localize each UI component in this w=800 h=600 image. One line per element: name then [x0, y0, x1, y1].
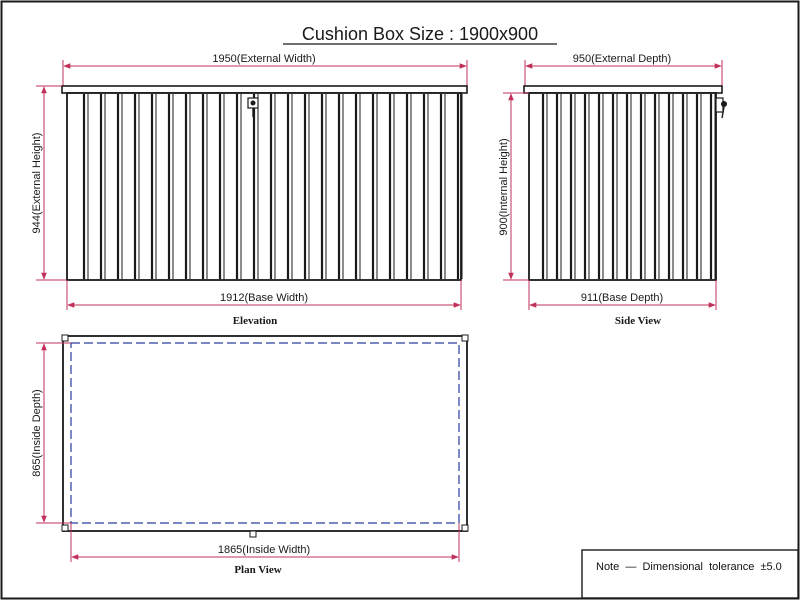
- elevation-view: [31, 53, 467, 327]
- elevation-lid: [62, 86, 467, 93]
- side-view: [498, 53, 727, 327]
- tolerance-note-box: [582, 550, 798, 598]
- elevation-body: [67, 93, 461, 280]
- drawing-title: Cushion Box Size : 1900x900: [301, 24, 539, 44]
- external-width-label: 1950(External Width): [212, 53, 316, 65]
- tolerance-note: Note — Dimensional tolerance ±5.0: [596, 561, 782, 573]
- external-height-label: 944(External Height): [31, 132, 43, 234]
- corner-post-tl: [62, 335, 68, 341]
- corner-post-br: [462, 525, 468, 531]
- inside-depth-label: 865(Inside Depth): [31, 389, 43, 477]
- internal-height-label: 900(Internal Height): [498, 138, 510, 236]
- plan-outline: [63, 336, 467, 531]
- hinge-icon: [716, 98, 727, 118]
- corner-post-bl: [62, 525, 68, 531]
- corner-post-tr: [462, 335, 468, 341]
- inside-width-label: 1865(Inside Width): [217, 544, 311, 556]
- plan-view: [31, 335, 468, 576]
- external-depth-label: 950(External Depth): [572, 53, 672, 65]
- plan-view-caption: Plan View: [234, 564, 282, 576]
- base-depth-label: 911(Base Depth): [580, 292, 664, 304]
- base-width-label: 1912(Base Width): [219, 292, 309, 304]
- plan-lock-marker: [250, 531, 256, 537]
- elevation-caption: Elevation: [232, 315, 278, 327]
- side-view-caption: Side View: [614, 315, 662, 327]
- side-lid: [524, 86, 722, 93]
